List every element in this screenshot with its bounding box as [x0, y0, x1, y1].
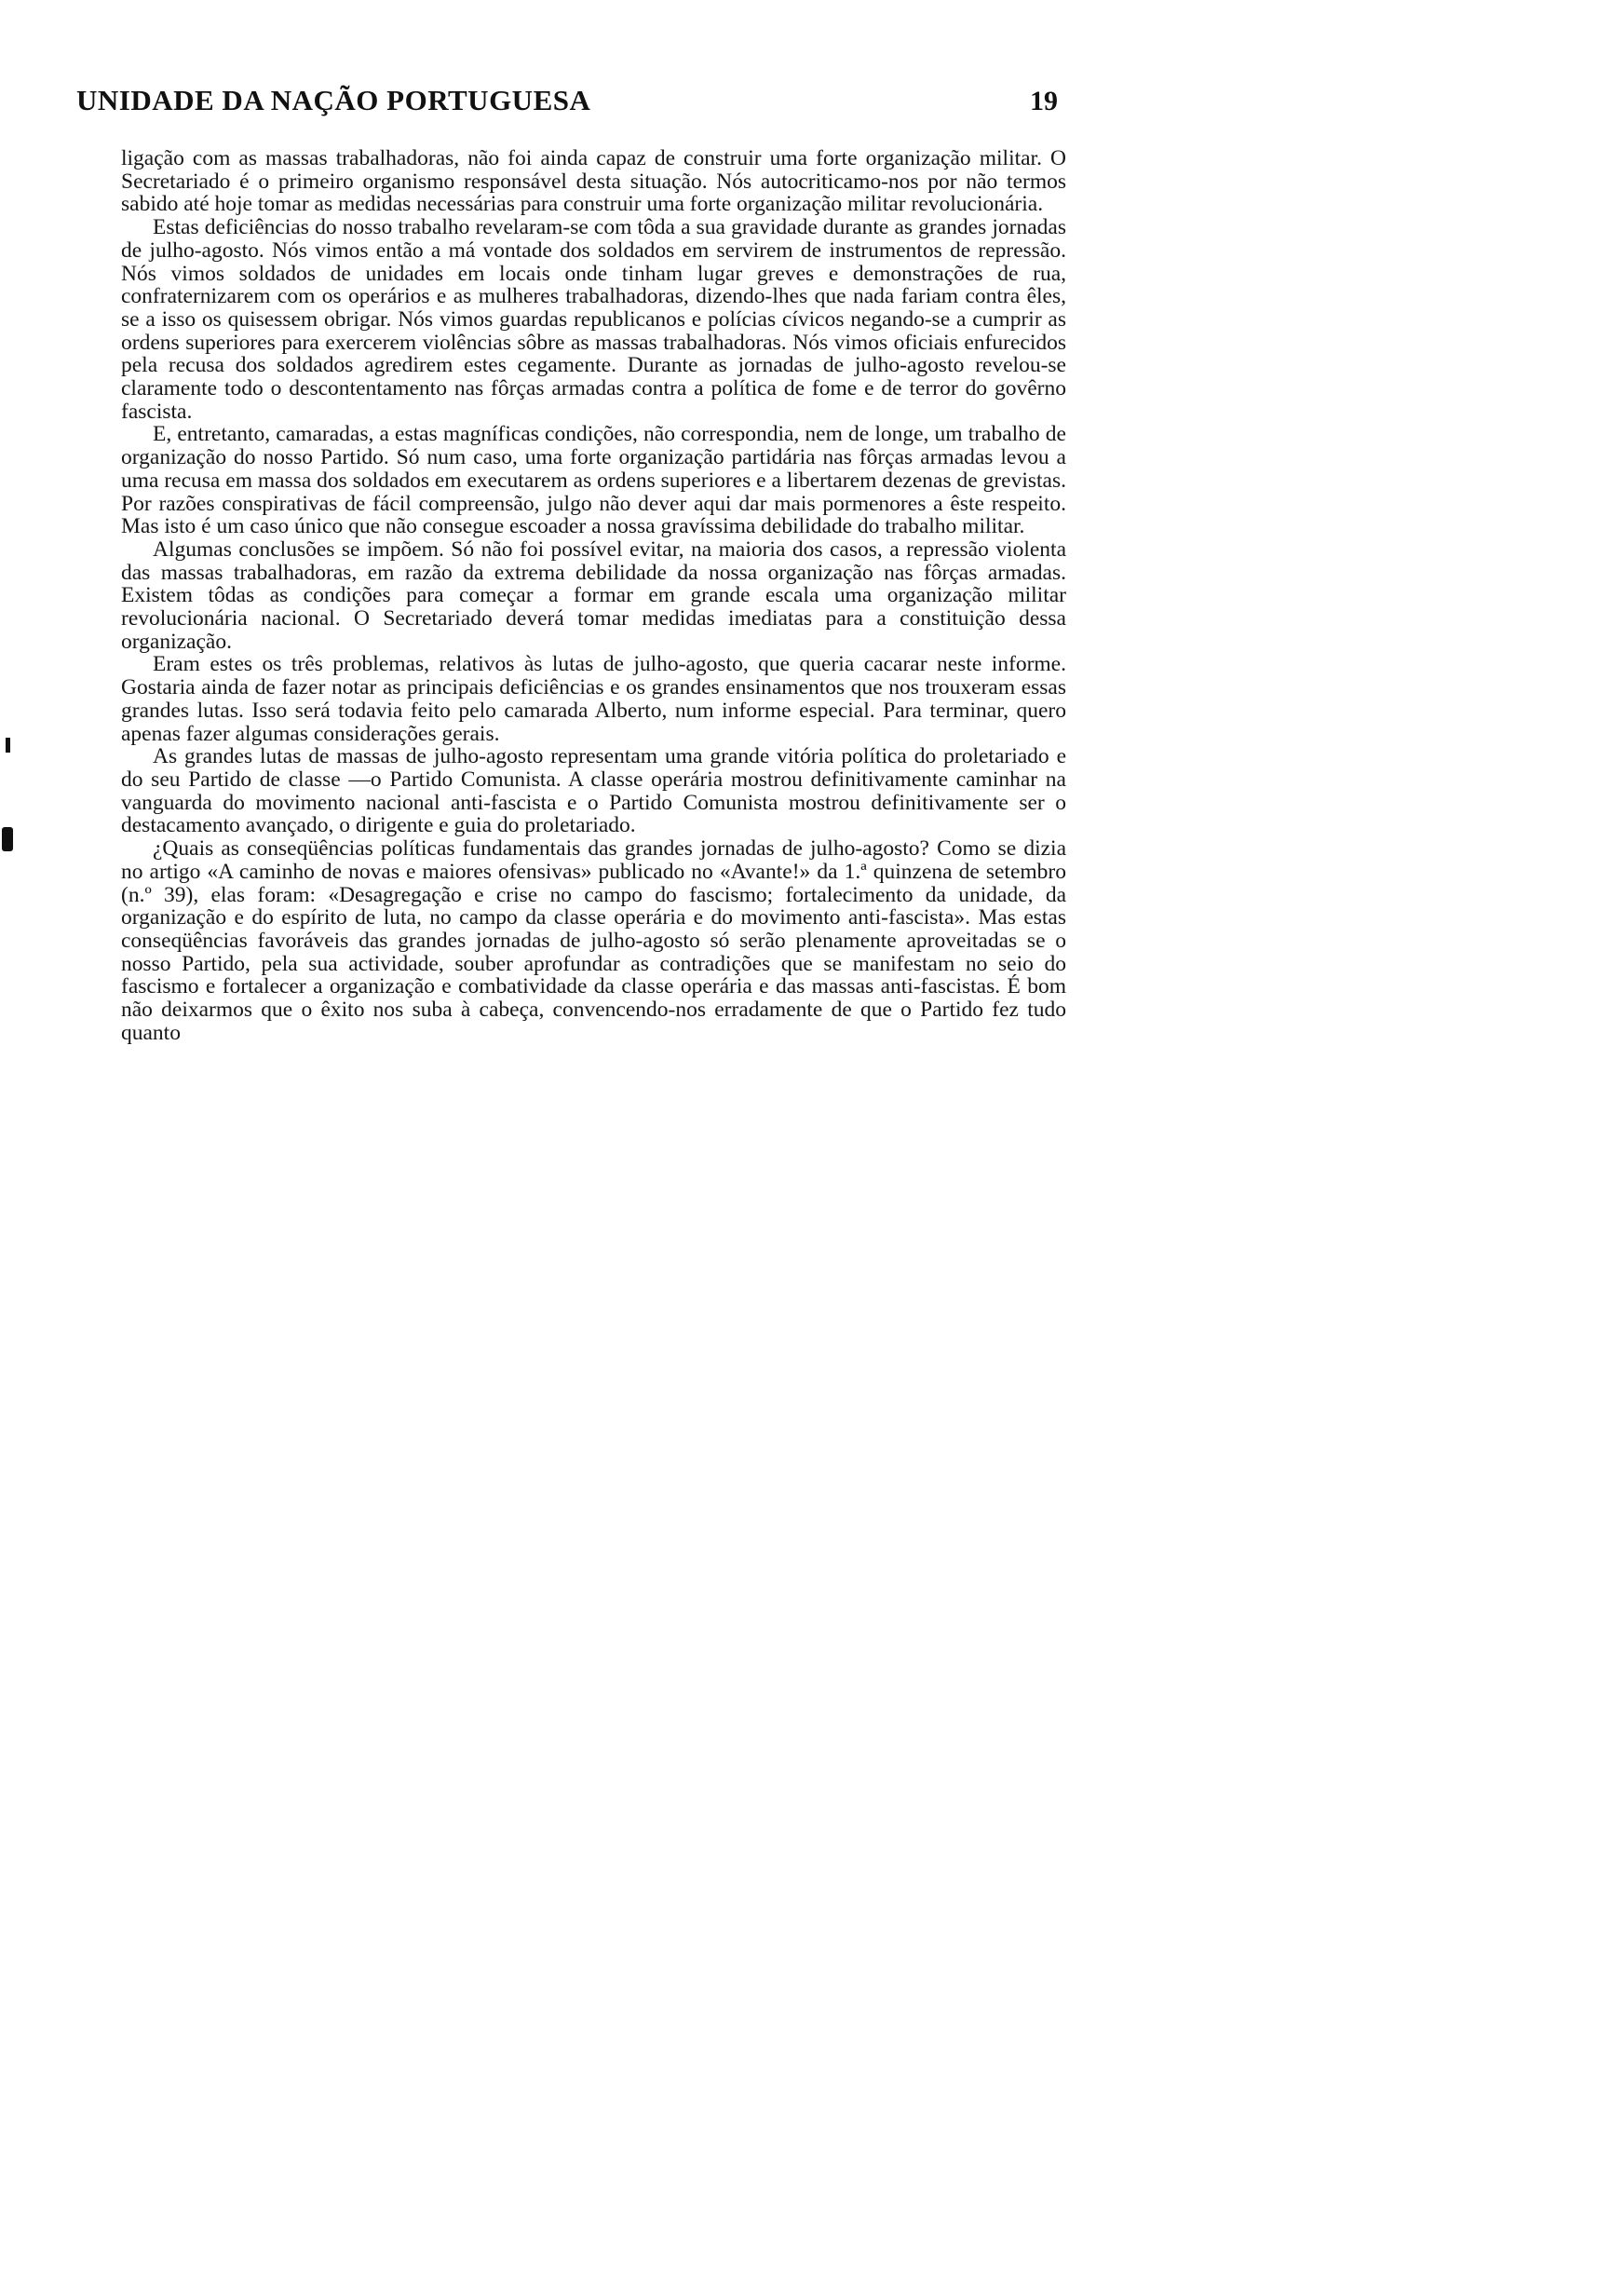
paragraph: E, entretanto, camaradas, a estas magníficas condições, não correspondia, nem de longe, um trabalho de organização do nosso Partido. Só num caso, uma forte organização partidária nas fôrças armadas levou a uma recusa em massa dos soldados em executarem as ordens superiores e a libertarem dezenas de grevistas. Por razões conspirativas de fácil compreensão, julgo não dever aqui dar mais pormenores a êste respeito. Mas isto é um caso único que não consegue escoader a nossa gravíssima debilidade do trabalho militar.: [121, 422, 1066, 539]
paragraph: As grandes lutas de massas de julho-agosto representam uma grande vitória política do proletariado e do seu Partido de classe —o Partido Comunista. A classe operária mostrou definitivamente caminhar na vanguarda do movimento nacional anti-fascista e o Partido Comunista mostrou definitivamente ser o destacamento avançado, o dirigente e guia do proletariado.: [121, 744, 1066, 838]
paragraph: Estas deficiências do nosso trabalho revelaram-se com tôda a sua gravidade durante as grandes jornadas de julho-agosto. Nós vimos então a má vontade dos soldados em servirem de instrumentos de repressão. Nós vimos soldados de unidades em locais onde tinham lugar greves e demonstrações de rua, confraternizarem com os operários e as mulheres trabalhadoras, dizendo-lhes que nada fariam contra êles, se a isso os quisessem obrigar. Nós vimos guardas republicanos e polícias cívicos negando-se a cumprir as ordens superiores para exercerem violências sôbre as massas trabalhadoras. Nós vimos oficiais enfurecidos pela recusa dos soldados agredirem estes cegamente. Durante as jornadas de julho-agosto revelou-se claramente todo o descontentamento nas fôrças armadas contra a política de fome e de terror do govêrno fascista.: [121, 215, 1066, 424]
running-title: UNIDADE DA NAÇÃO PORTUGUESA: [76, 84, 591, 116]
paragraph: ¿Quais as conseqüências políticas fundamentais das grandes jornadas de julho-agosto? Como se dizia no artigo «A caminho de novas e maiores ofensivas» publicado no «Avante!» da 1.ª quinzena de setembro (n.º 39), elas foram: «Desagregação e crise no campo do fascismo; fortalecimento da unidade, da organização e do espírito de luta, no campo da classe operária e do movimento anti-fascista». Mas estas conseqüências favoráveis das grandes jornadas de julho-agosto só serão plenamente aproveitadas se o nosso Partido, pela sua actividade, souber aprofundar as contradições que se manifestam no seio do fascismo e fortalecer a organização e combatividade da classe operária e das massas anti-fascistas. É bom não deixarmos que o êxito nos suba à cabeça, convencendo-nos erradamente de que o Partido fez tudo quanto: [121, 836, 1066, 1045]
paragraph: Eram estes os três problemas, relativos às lutas de julho-agosto, que queria cacarar neste informe. Gostaria ainda de fazer notar as principais deficiências e os grandes ensinamentos que nos trouxeram essas grandes lutas. Isso será todavia feito pelo camarada Alberto, num informe especial. Para terminar, quero apenas fazer algumas considerações gerais.: [121, 652, 1066, 746]
body-text: [121, 147, 1066, 1044]
paragraph: Algumas conclusões se impõem. Só não foi possível evitar, na maioria dos casos, a repressão violenta das massas trabalhadoras, em razão da extrema debilidade da nossa organização nas fôrças armadas. Existem tôdas as condições para começar a formar em grande escala uma organização militar revolucionária nacional. O Secretariado deverá tomar medidas imediatas para a constituição dessa organização.: [121, 536, 1066, 654]
paragraph: ligação com as massas trabalhadoras, não foi ainda capaz de construir uma forte organização militar. O Secretariado é o primeiro organismo responsável desta situação. Nós autocriticamo-nos por não termos sabido até hoje tomar as medidas necessárias para construir uma forte organização militar revolucionária.: [121, 146, 1066, 217]
margin-ink-mark: [2, 827, 13, 851]
margin-ink-mark: [6, 738, 10, 753]
page-number: 19: [1030, 86, 1058, 116]
